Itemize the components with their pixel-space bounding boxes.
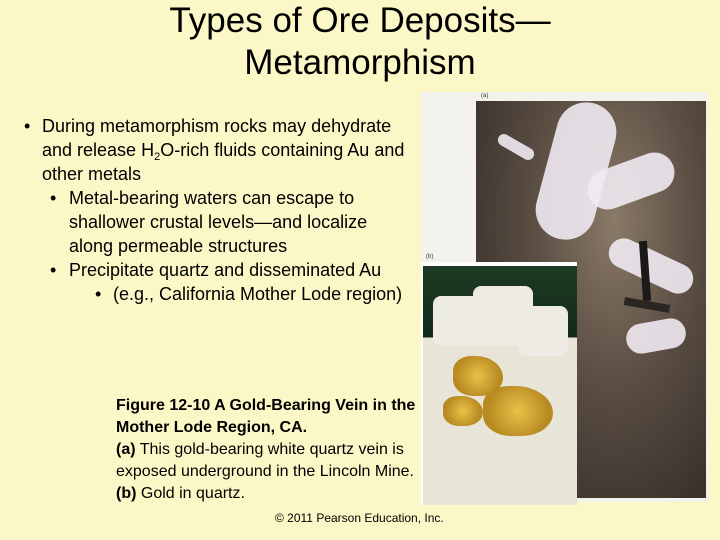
bullet-text: During metamorphism rocks may dehydrate and release H [42,116,392,160]
bullet-item [18,114,413,186]
sub-bullet-item [18,186,413,258]
gold-nugget [443,396,483,426]
photo-label-a: (a) [481,93,489,99]
bullet-text: O-rich fluids containing Au and other metals [42,140,405,184]
quartz-vein [496,132,537,162]
bullet-dot: • [50,188,57,208]
subscript: 2 [154,151,161,163]
sub-sub-bullet-item [18,282,413,306]
quartz-vein [624,316,688,356]
quartz-crystal [518,306,568,356]
caption-text-b: Gold in quartz. [136,485,245,502]
caption-heading: Figure 12-10 A Gold-Bearing Vein in the Mother Lode Region, CA. [116,397,416,436]
bullet-dot: • [24,116,31,136]
caption-label-a: (a) [116,441,136,458]
figure-caption [116,395,421,505]
bullet-list [18,114,413,306]
sub-bullet-item [18,258,413,282]
quartz-vein [604,233,698,298]
gold-nugget [483,386,553,436]
photo-label-b: (b) [426,254,434,260]
caption-text-a: This gold-bearing white quartz vein is exposed underground in the Lincoln Mine. [116,441,414,480]
bullet-text: Metal-bearing waters can escape to shallower crustal levels—and localize along permeable structures [69,188,368,256]
slide-title: Types of Ore Deposits—Metamorphism [169,1,551,82]
caption-label-b: (b) [116,485,137,502]
gold-quartz-image [423,266,577,505]
bullet-dot: • [50,260,57,280]
photo-gold-in-quartz [421,254,577,505]
bullet-text: (e.g., California Mother Lode region) [113,284,403,304]
bullet-dot: • [95,284,102,304]
bullet-text: Precipitate quartz and disseminated Au [69,260,382,280]
copyright-notice: © 2011 Pearson Education, Inc. [275,511,444,525]
